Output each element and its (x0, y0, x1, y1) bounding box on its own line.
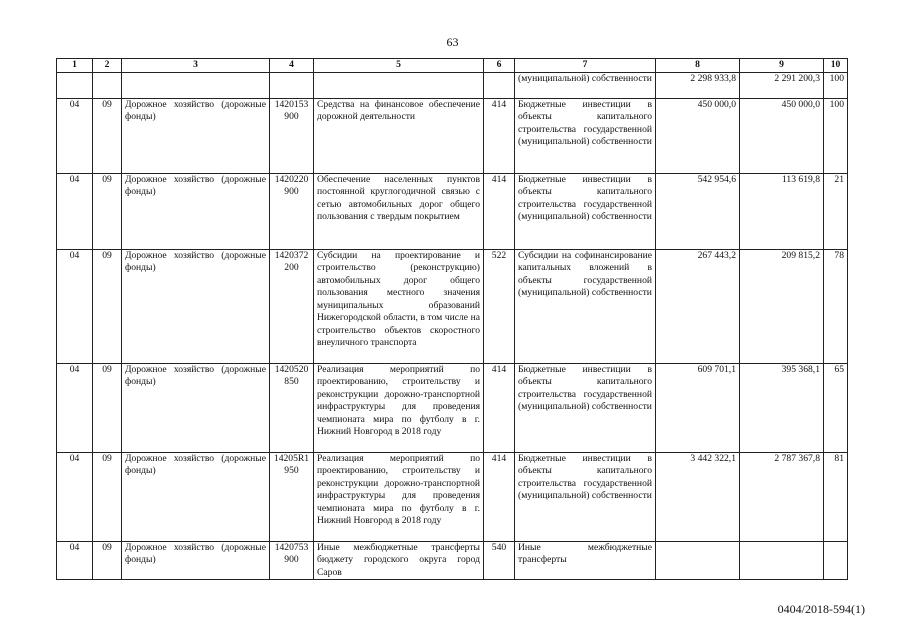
table-row (57, 249, 848, 363)
cell-target-name (314, 72, 484, 98)
cell-target-name: Субсидии на проектирование и строительство (реконструкцию) автомобильных дорог общего пользования местного значения муниципальных образований Нижегородской области, в том числе на строительство объектов скоростного внеуличного транспорта (314, 249, 484, 363)
cell-planned: 2 298 933,8 (656, 72, 740, 98)
cell-section: 04 (57, 541, 93, 580)
col-header-6: 6 (484, 59, 515, 73)
table-row (57, 173, 848, 249)
col-header-3: 3 (122, 59, 270, 73)
cell-section: 04 (57, 363, 93, 452)
cell-planned (656, 541, 740, 580)
cell-subsection: 09 (93, 173, 122, 249)
cell-expense-type: 414 (484, 173, 515, 249)
cell-expense-name: Бюджетные инвестиции в объекты капитального строительства государственной (муниципальной) собственности (515, 452, 656, 541)
cell-expense-type (484, 72, 515, 98)
cell-target-code (270, 72, 314, 98)
cell-planned: 450 000,0 (656, 98, 740, 173)
cell-planned: 267 443,2 (656, 249, 740, 363)
cell-percent: 78 (824, 249, 848, 363)
cell-target-name: Реализация мероприятий по проектированию, строительству и реконструкции дорожно-транспортной инфраструктуры для проведения чемпионата мира по футболу в г. Нижний Новгород в 2018 году (314, 452, 484, 541)
cell-expense-name: Бюджетные инвестиции в объекты капитального строительства государственной (муниципальной) собственности (515, 173, 656, 249)
cell-section-name: Дорожное хозяйство (дорожные фонды) (122, 363, 270, 452)
page-number: 63 (446, 35, 459, 49)
cell-section: 04 (57, 452, 93, 541)
cell-expense-type: 414 (484, 98, 515, 173)
cell-expense-name: Бюджетные инвестиции в объекты капитального строительства государственной (муниципальной) собственности (515, 98, 656, 173)
header-row (57, 59, 848, 73)
cell-section: 04 (57, 98, 93, 173)
cell-percent: 100 (824, 72, 848, 98)
cell-subsection: 09 (93, 452, 122, 541)
table-row (57, 363, 848, 452)
cell-section-name: Дорожное хозяйство (дорожные фонды) (122, 541, 270, 580)
col-header-2: 2 (93, 59, 122, 73)
document-code: 0404/2018-594(1) (777, 602, 865, 616)
cell-executed: 450 000,0 (740, 98, 824, 173)
col-header-10: 10 (824, 59, 848, 73)
cell-section (57, 72, 93, 98)
cell-expense-name: Бюджетные инвестиции в объекты капитального строительства государственной (муниципальной) собственности (515, 363, 656, 452)
cell-expense-name: (муниципальной) собственности (515, 72, 656, 98)
cell-subsection: 09 (93, 541, 122, 580)
table-row (57, 452, 848, 541)
cell-expense-type: 540 (484, 541, 515, 580)
cell-expense-type: 414 (484, 363, 515, 452)
cell-section: 04 (57, 249, 93, 363)
cell-target-code: 1420753 900 (270, 541, 314, 580)
col-header-9: 9 (740, 59, 824, 73)
cell-executed: 2 291 200,3 (740, 72, 824, 98)
cell-section-name: Дорожное хозяйство (дорожные фонды) (122, 98, 270, 173)
col-header-7: 7 (515, 59, 656, 73)
cell-executed: 113 619,8 (740, 173, 824, 249)
cell-target-name: Реализация мероприятий по проектированию, строительству и реконструкции дорожно-транспортной инфраструктуры для проведения чемпионата мира по футболу в г. Нижний Новгород в 2018 году (314, 363, 484, 452)
cell-target-code: 1420520 850 (270, 363, 314, 452)
cell-section: 04 (57, 173, 93, 249)
cell-section-name (122, 72, 270, 98)
cell-target-name: Иные межбюджетные трансферты бюджету городского округа город Саров (314, 541, 484, 580)
cell-section-name: Дорожное хозяйство (дорожные фонды) (122, 173, 270, 249)
cell-target-name: Обеспечение населенных пунктов постоянной круглогодичной связью с сетью автомобильных дорог общего пользования с твердым покрытием (314, 173, 484, 249)
cell-target-code: 1420153 900 (270, 98, 314, 173)
cell-executed (740, 541, 824, 580)
col-header-4: 4 (270, 59, 314, 73)
col-header-1: 1 (57, 59, 93, 73)
cell-target-code: 1420220 900 (270, 173, 314, 249)
cell-planned: 542 954,6 (656, 173, 740, 249)
cell-section-name: Дорожное хозяйство (дорожные фонды) (122, 452, 270, 541)
cell-percent: 65 (824, 363, 848, 452)
cell-percent: 100 (824, 98, 848, 173)
cell-target-name: Средства на финансовое обеспечение дорожной деятельности (314, 98, 484, 173)
cell-planned: 609 701,1 (656, 363, 740, 452)
col-header-8: 8 (656, 59, 740, 73)
budget-table (56, 58, 848, 580)
cell-executed: 209 815,2 (740, 249, 824, 363)
cell-expense-type: 522 (484, 249, 515, 363)
cell-percent (824, 541, 848, 580)
col-header-5: 5 (314, 59, 484, 73)
cell-planned: 3 442 322,1 (656, 452, 740, 541)
table-row (57, 541, 848, 580)
cell-expense-name: Субсидии на софинансирование капитальных вложений в объекты государственной (муниципальной) собственности (515, 249, 656, 363)
cell-section-name: Дорожное хозяйство (дорожные фонды) (122, 249, 270, 363)
cell-expense-type: 414 (484, 452, 515, 541)
table-row (57, 98, 848, 173)
continuation-row (57, 72, 848, 98)
cell-subsection (93, 72, 122, 98)
cell-subsection: 09 (93, 98, 122, 173)
cell-expense-name: Иные межбюджетные трансферты (515, 541, 656, 580)
cell-target-code: 14205R1 950 (270, 452, 314, 541)
cell-executed: 2 787 367,8 (740, 452, 824, 541)
cell-percent: 81 (824, 452, 848, 541)
cell-executed: 395 368,1 (740, 363, 824, 452)
cell-subsection: 09 (93, 249, 122, 363)
cell-percent: 21 (824, 173, 848, 249)
cell-subsection: 09 (93, 363, 122, 452)
cell-target-code: 1420372 200 (270, 249, 314, 363)
